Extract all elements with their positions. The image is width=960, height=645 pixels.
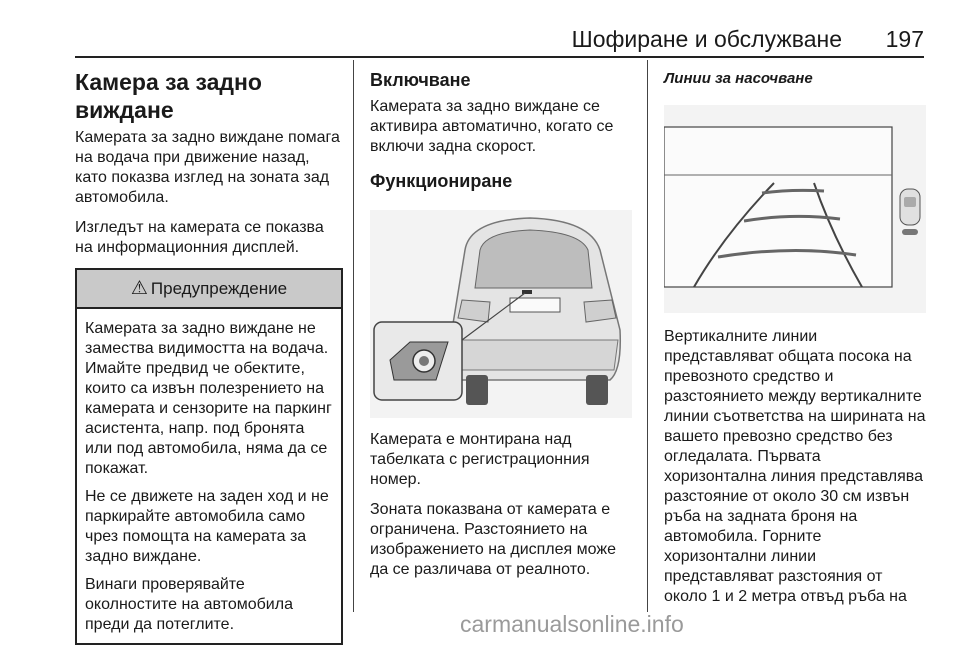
paragraph: Вертикалните линии представляват общата посока на превозното средство и разстоянието между вертикалните линии съответства на ширината на вашето превозно средство без огледалата. Първата хоризонтална линия представлява разстояние от около 30 см извън ръба на задната броня на автомобила. Горните хоризонтални линии представляват разстояния от около 1 и 2 метра отвъд ръба на xyxy=(664,328,926,605)
section-title: Шофиране и обслужване xyxy=(571,26,842,52)
column-divider xyxy=(647,60,648,612)
column-divider xyxy=(353,60,354,612)
paragraph: Изгледът на камерата се показва на информационния дисплей. xyxy=(75,219,324,256)
left-column xyxy=(75,60,343,645)
warning-body xyxy=(77,309,341,635)
guide-lines-illustration xyxy=(664,105,926,313)
watermark: carmanualsonline.info xyxy=(460,611,684,637)
middle-column xyxy=(370,60,632,590)
subsection-heading: Функциониране xyxy=(370,171,513,191)
warning-paragraph: Винаги проверявайте околностите на автомобила преди да потеглите. xyxy=(85,576,293,633)
paragraph: Камерата за задно виждане помага на водача при движение назад, като показва изглед на зоната зад автомобила. xyxy=(75,129,340,206)
warning-box xyxy=(75,268,343,645)
section-heading: Камера за задно виждане xyxy=(75,69,262,123)
page-number: 197 xyxy=(885,26,924,52)
subsection-heading: Включване xyxy=(370,70,471,90)
paragraph: Камерата за задно виждане се активира автоматично, когато се включи задна скорост. xyxy=(370,98,614,155)
header-rule xyxy=(75,56,924,58)
warning-header xyxy=(77,270,341,309)
paragraph: Камерата е монтирана над табелката с регистрационния номер. xyxy=(370,431,590,488)
right-column xyxy=(664,60,926,617)
warning-triangle-icon: ⚠ xyxy=(130,278,148,299)
page-header xyxy=(0,0,960,56)
warning-paragraph: Камерата за задно виждане не замества видимостта на водача. Имайте предвид че обектите, които са извън полезрението на камерата и сензорите на паркинг асистента, напр. под бронята или под автомобила, няма да се покажат. xyxy=(85,320,332,477)
paragraph: Зоната показвана от камерата е ограничена. Разстоянието на изображението на дисплея може да се различава от реалното. xyxy=(370,501,616,578)
subsection-heading: Линии за насочване xyxy=(664,70,813,87)
warning-title: Предупреждение xyxy=(150,278,288,298)
rear-camera-illustration xyxy=(370,210,632,418)
warning-paragraph: Не се движете на заден ход и не паркирайте автомобила само чрез помощта на камерата за задно виждане. xyxy=(85,488,329,565)
